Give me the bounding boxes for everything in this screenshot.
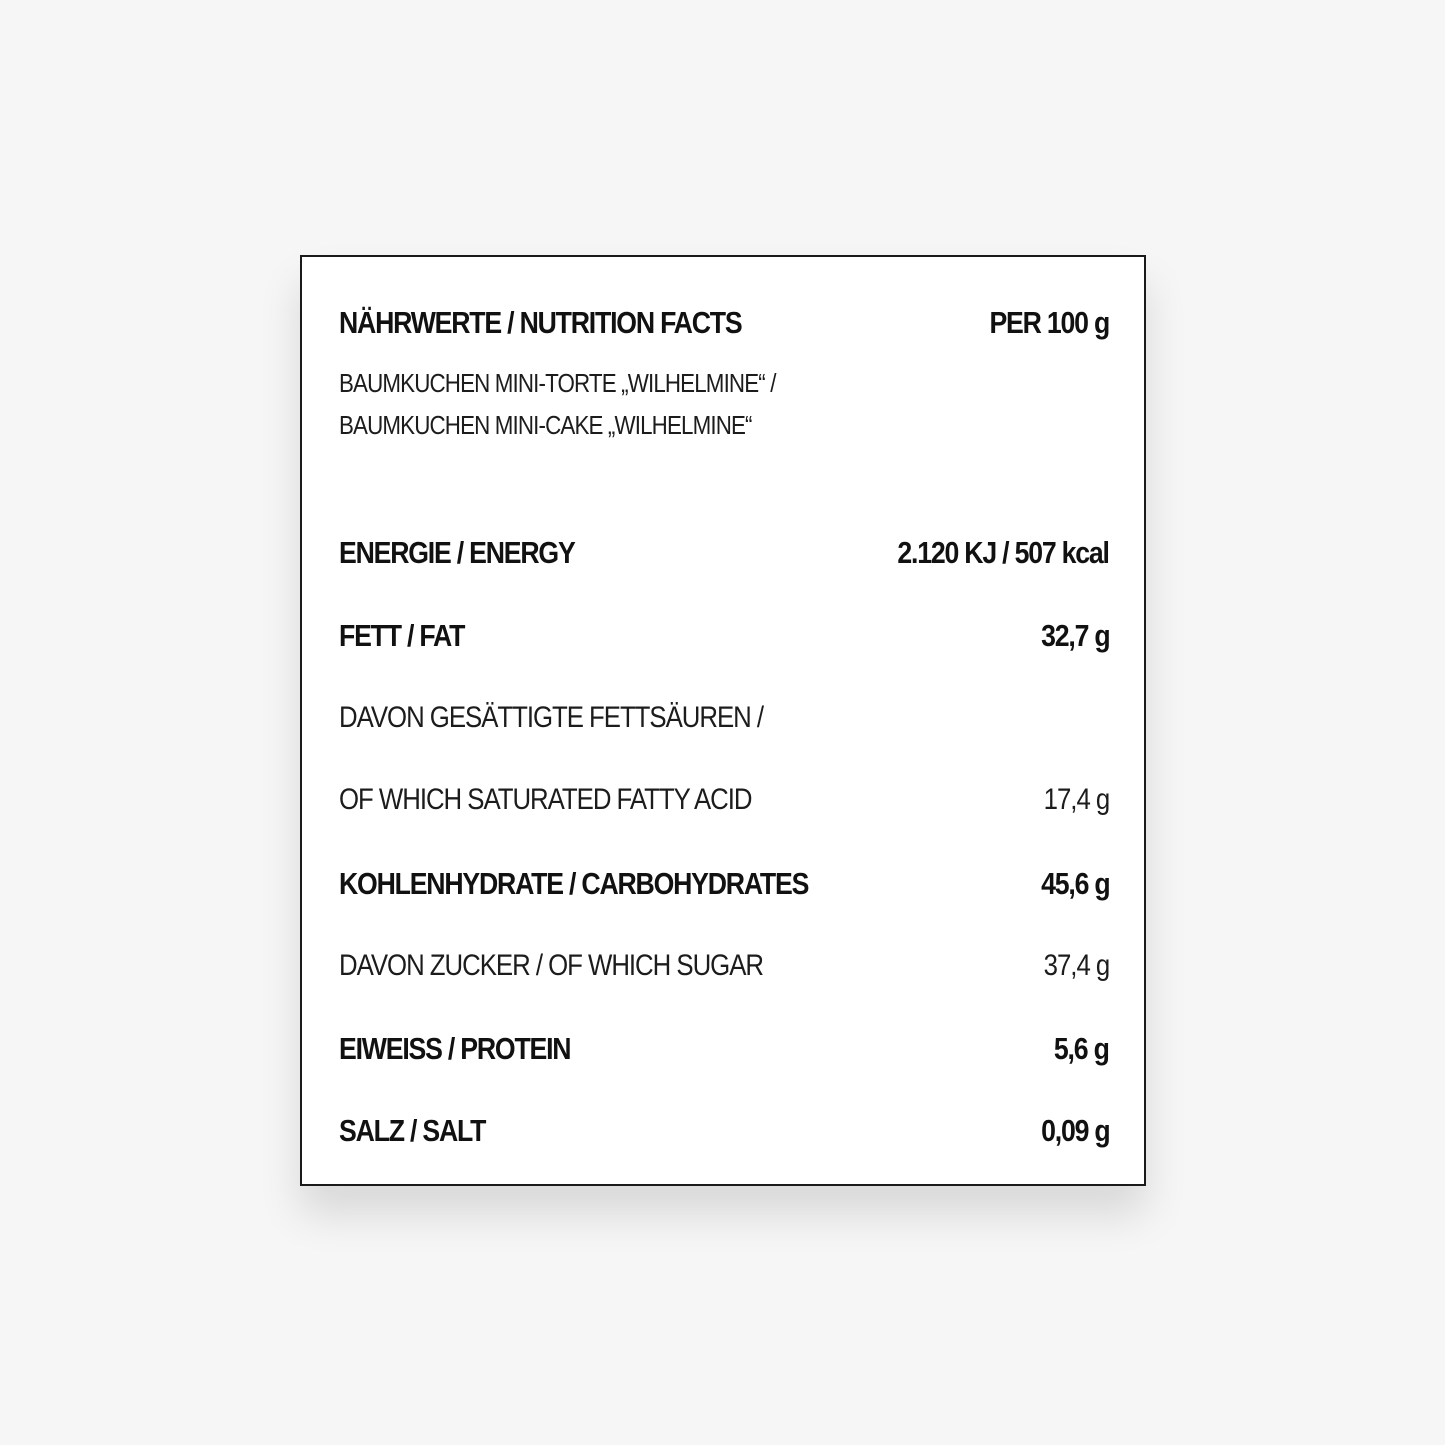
nutrient-label: ENERGIE / ENERGY [339,535,575,570]
product-name-line-1: BAUMKUCHEN MINI-TORTE „WILHELMINE“ / [339,368,776,398]
nutrient-row-sugar [339,949,1109,983]
nutrient-label: FETT / FAT [339,618,465,653]
nutrient-label: EIWEISS / PROTEIN [339,1031,571,1066]
nutrient-value: 45,6 g [1040,866,1109,901]
nutrient-value: 0,09 g [1040,1113,1109,1148]
nutrient-label: KOHLENHYDRATE / CARBOHYDRATES [339,866,809,901]
nutrient-row-salt [339,1113,1109,1149]
nutrition-facts-card [300,255,1146,1186]
nutrient-row-fat [339,618,1109,654]
nutrient-label: DAVON ZUCKER / OF WHICH SUGAR [339,949,763,982]
nutrient-row-carbohydrates [339,866,1109,902]
product-name-line-2: BAUMKUCHEN MINI-CAKE „WILHELMINE“ [339,410,752,440]
header-row [339,305,1109,341]
nutrient-row-protein [339,1031,1109,1067]
nutrient-label: DAVON GESÄTTIGTE FETTSÄUREN / [339,701,764,734]
nutrient-value: 5,6 g [1054,1031,1109,1066]
nutrient-row-saturated-label [339,701,1109,735]
nutrient-label: SALZ / SALT [339,1113,486,1148]
nutrient-row-energy [339,535,1109,571]
nutrient-value: 2.120 KJ / 507 kcal [897,535,1109,570]
nutrient-row-saturated-fatty-acid [339,783,1109,817]
nutrient-value: 37,4 g [1043,949,1109,982]
nutrient-label: OF WHICH SATURATED FATTY ACID [339,783,752,816]
table-title: NÄHRWERTE / NUTRITION FACTS [339,305,742,340]
per-100g-label: PER 100 g [989,305,1109,340]
nutrient-value: 32,7 g [1040,618,1109,653]
nutrient-value: 17,4 g [1043,783,1109,816]
